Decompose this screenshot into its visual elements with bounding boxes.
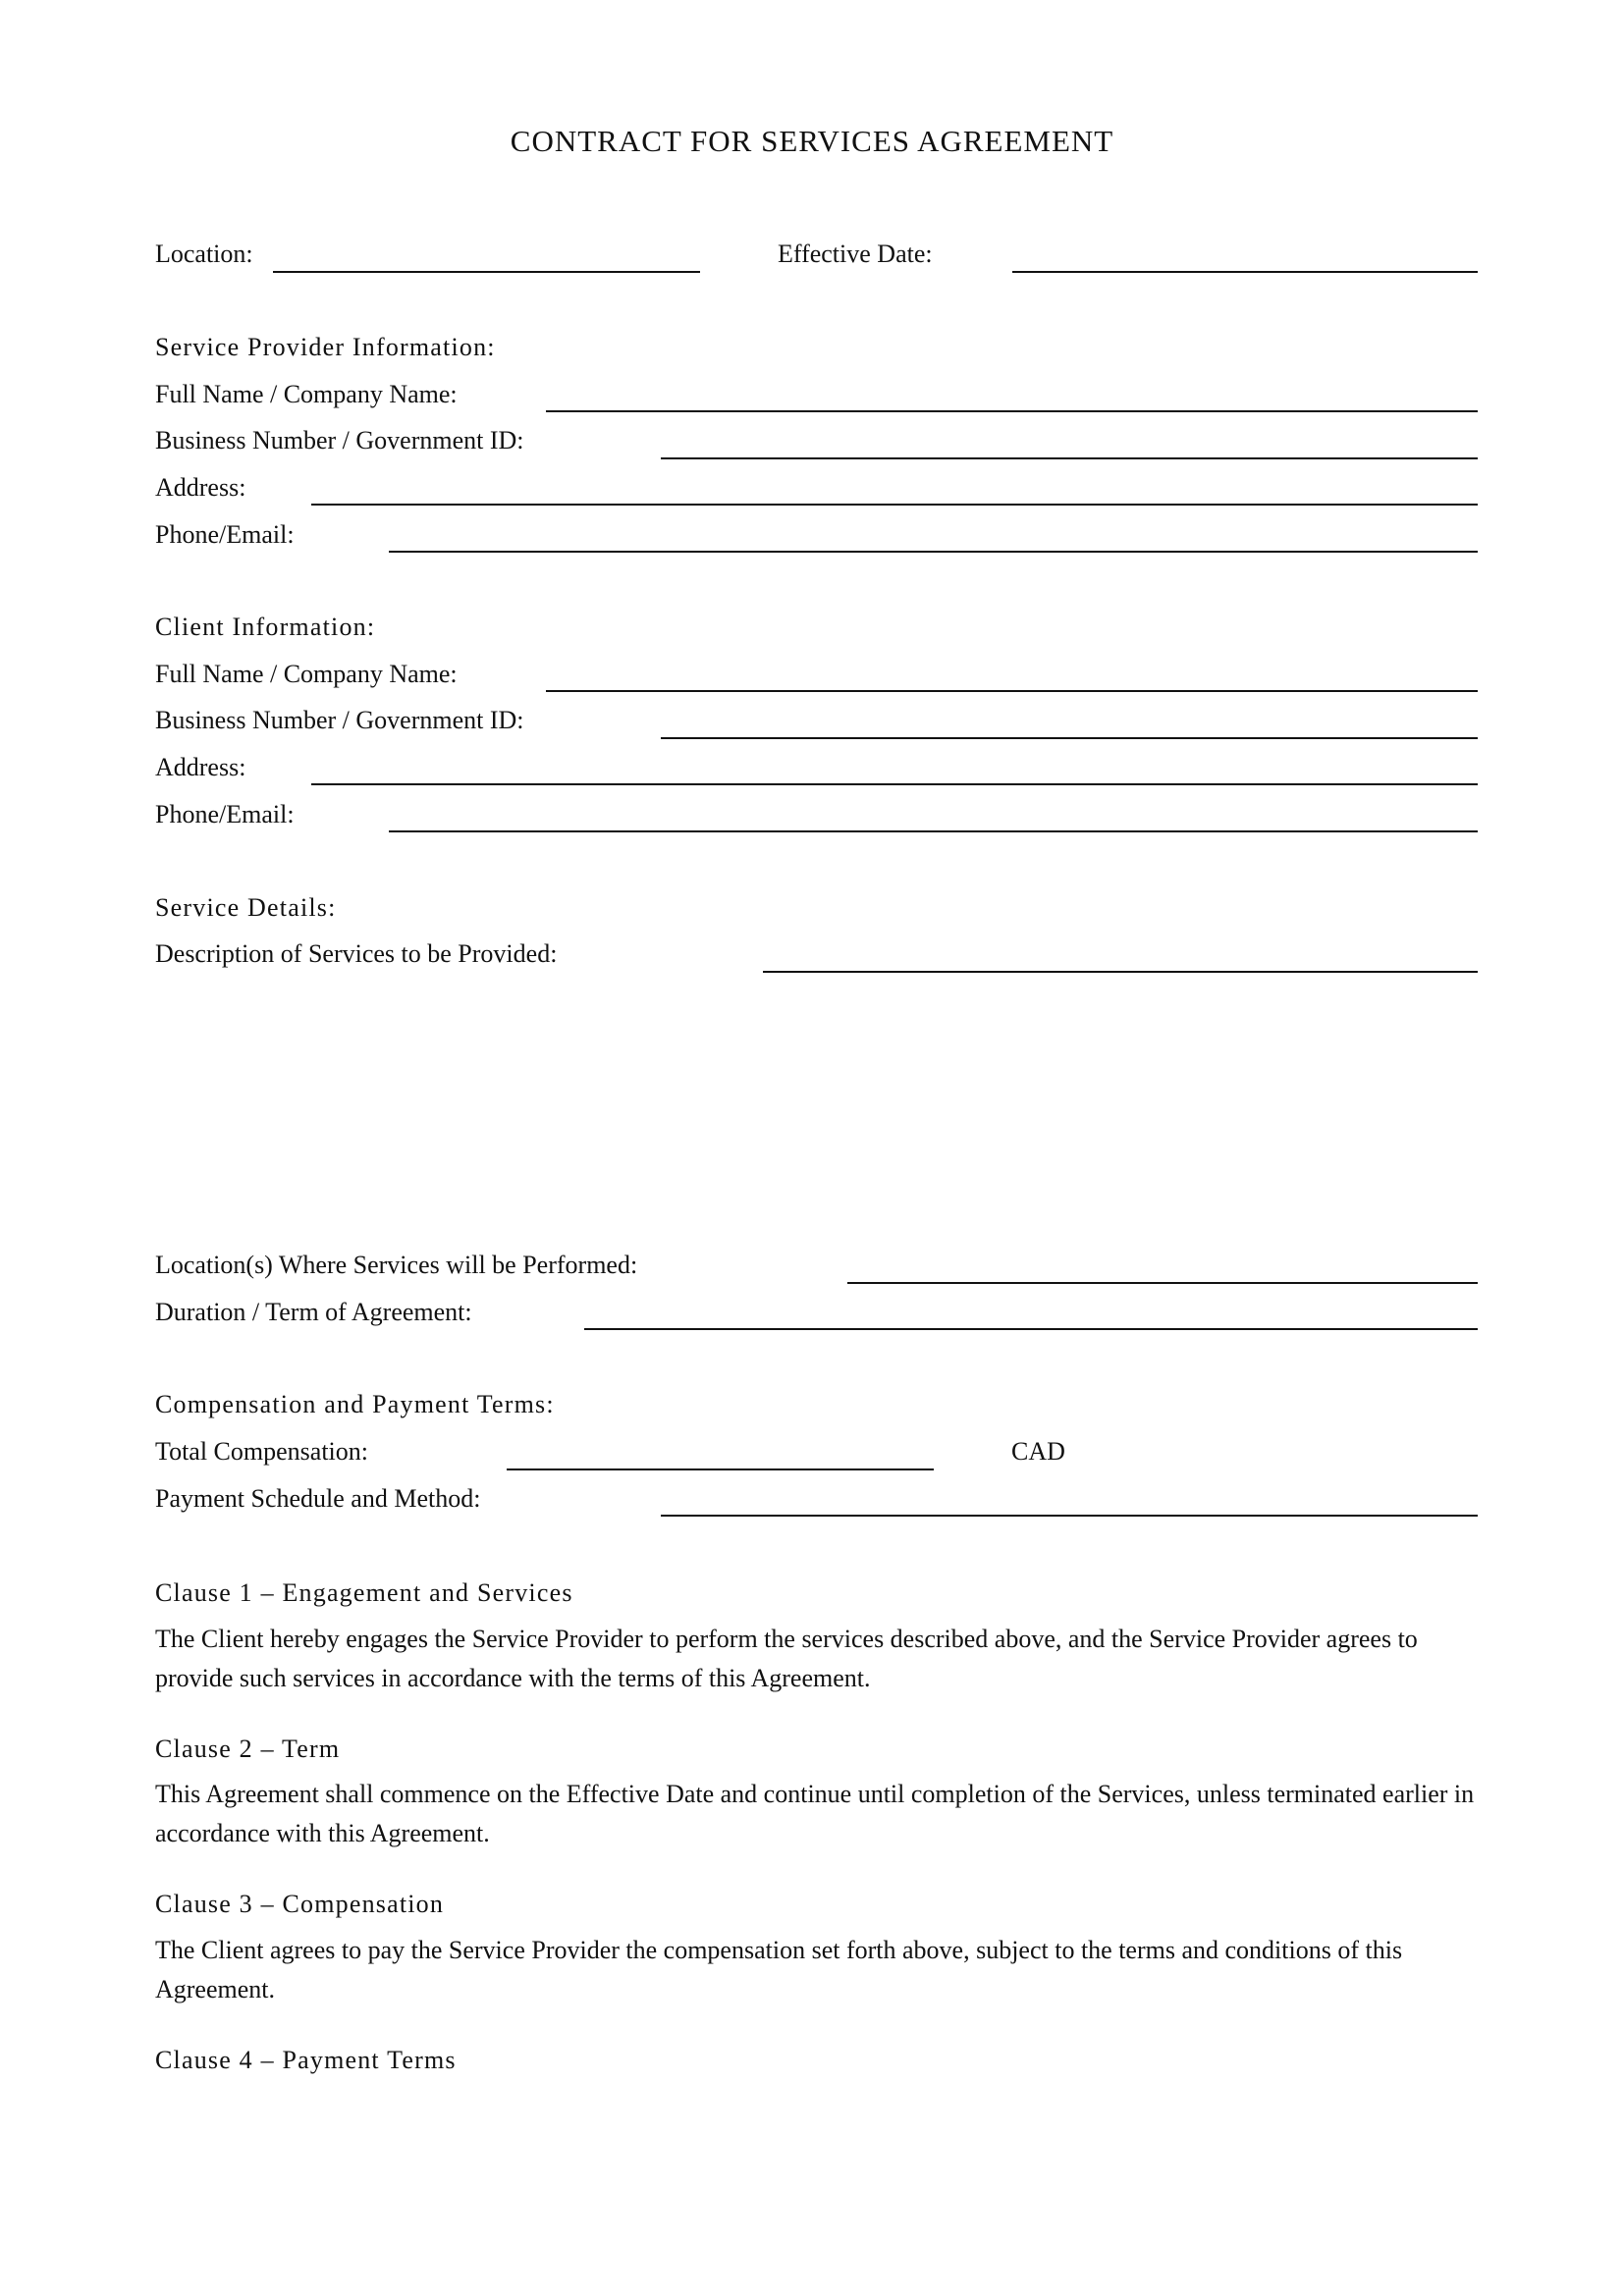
clause-4-title: Clause 4 – Payment Terms xyxy=(155,2046,457,2074)
clause-2-text: This Agreement shall commence on the Effective Date and continue until completion of the Services, unless terminated earlier in accordance with this Agreement. xyxy=(155,1780,1475,1847)
client-heading: Client Information: xyxy=(155,613,376,641)
service-locations-label: Location(s) Where Services will be Performed: xyxy=(155,1251,638,1279)
client-name-field[interactable] xyxy=(546,690,1478,692)
duration-label: Duration / Term of Agreement: xyxy=(155,1298,472,1326)
service-locations-field[interactable] xyxy=(847,1282,1478,1284)
document-title: CONTRACT FOR SERVICES AGREEMENT xyxy=(510,124,1114,158)
provider-id-label: Business Number / Government ID: xyxy=(155,426,524,454)
provider-address-label: Address: xyxy=(155,473,246,502)
location-field[interactable] xyxy=(273,271,700,273)
description-field[interactable] xyxy=(763,971,1478,973)
client-contact-label: Phone/Email: xyxy=(155,800,295,828)
effective-date-field[interactable] xyxy=(1012,271,1478,273)
client-name-label: Full Name / Company Name: xyxy=(155,660,458,688)
client-contact-field[interactable] xyxy=(389,830,1478,832)
duration-field[interactable] xyxy=(584,1328,1478,1330)
compensation-heading: Compensation and Payment Terms: xyxy=(155,1390,555,1418)
total-compensation-label: Total Compensation: xyxy=(155,1437,368,1466)
location-label: Location: xyxy=(155,240,253,268)
clause-1-text: The Client hereby engages the Service Provider to perform the services described above, and the Service Provider agrees to provide such services in accordance with the terms of this Agreement. xyxy=(155,1625,1418,1692)
clause-1-title: Clause 1 – Engagement and Services xyxy=(155,1578,573,1607)
payment-schedule-label: Payment Schedule and Method: xyxy=(155,1484,481,1513)
service-provider-heading: Service Provider Information: xyxy=(155,333,496,361)
currency-label: CAD xyxy=(1011,1437,1065,1466)
provider-name-field[interactable] xyxy=(546,410,1478,412)
client-id-field[interactable] xyxy=(661,737,1478,739)
service-details-heading: Service Details: xyxy=(155,893,337,922)
provider-contact-field[interactable] xyxy=(389,551,1478,553)
provider-name-label: Full Name / Company Name: xyxy=(155,380,458,408)
description-label: Description of Services to be Provided: xyxy=(155,939,558,968)
provider-id-field[interactable] xyxy=(661,457,1478,459)
clause-2-title: Clause 2 – Term xyxy=(155,1735,341,1763)
total-compensation-field[interactable] xyxy=(507,1468,934,1470)
clause-3-title: Clause 3 – Compensation xyxy=(155,1890,445,1918)
clause-3-text: The Client agrees to pay the Service Provider the compensation set forth above, subject to the terms and conditions of this Agreement. xyxy=(155,1936,1403,2003)
client-address-label: Address: xyxy=(155,753,246,781)
client-address-field[interactable] xyxy=(311,783,1478,785)
effective-date-label: Effective Date: xyxy=(778,240,933,268)
payment-schedule-field[interactable] xyxy=(661,1515,1478,1517)
provider-address-field[interactable] xyxy=(311,504,1478,506)
provider-contact-label: Phone/Email: xyxy=(155,520,295,549)
client-id-label: Business Number / Government ID: xyxy=(155,706,524,734)
